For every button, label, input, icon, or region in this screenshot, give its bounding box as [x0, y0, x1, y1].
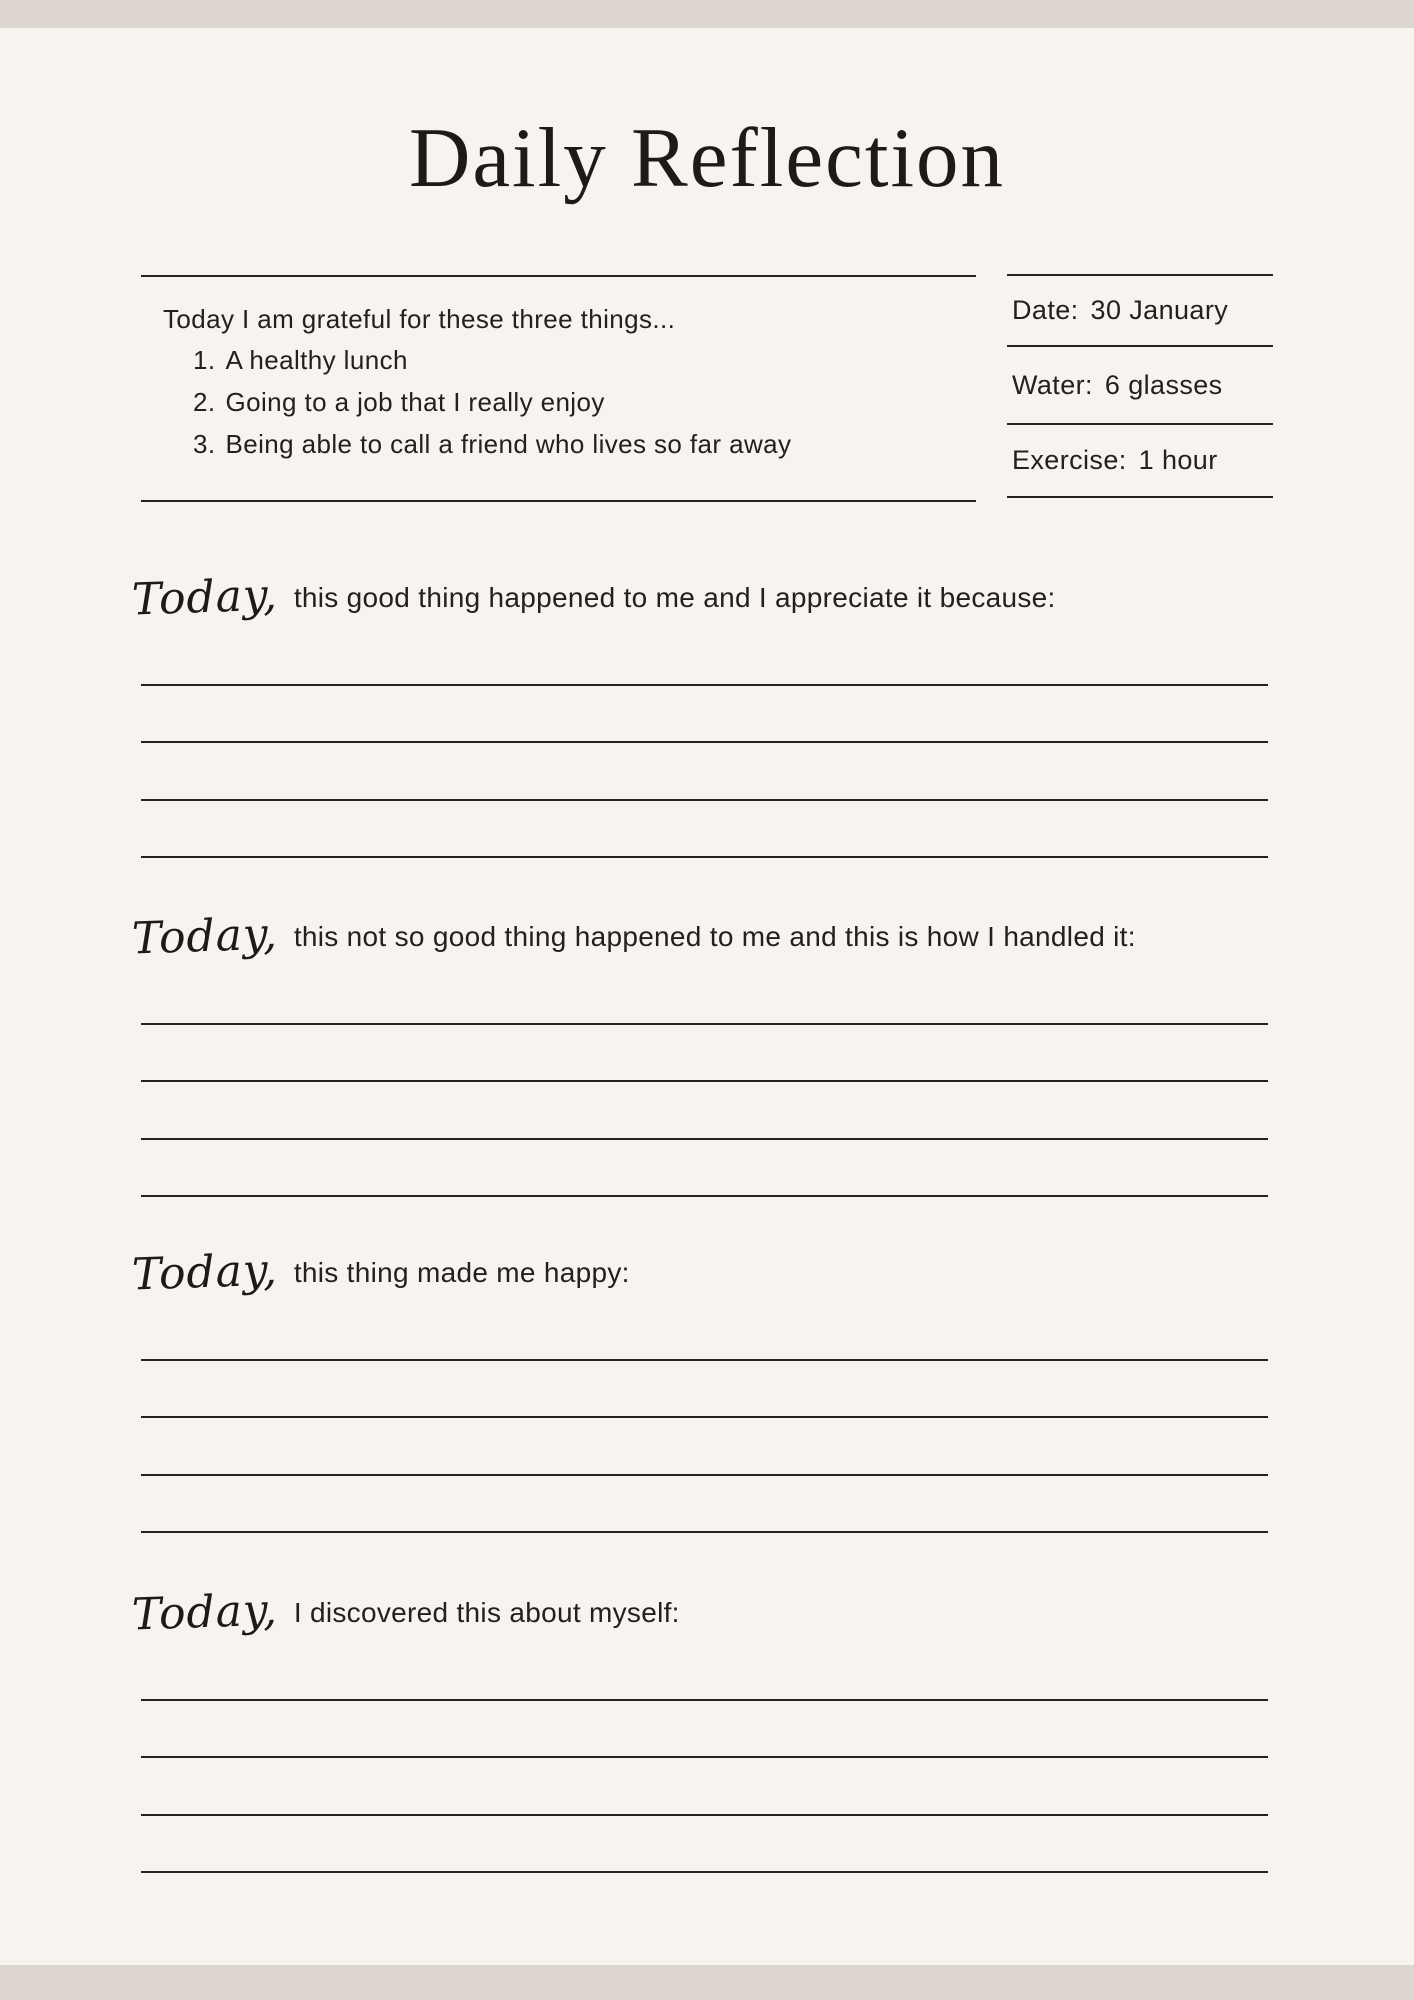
prompt — [132, 568, 1268, 628]
prompt — [132, 907, 1268, 967]
gratitude-box — [141, 275, 976, 502]
tracker-row-water — [1007, 345, 1273, 423]
writing-line — [141, 1758, 1268, 1816]
writing-line — [141, 1082, 1268, 1140]
tracker-row-date — [1007, 274, 1273, 345]
writing-line — [141, 1025, 1268, 1083]
prompt-script-today: Today, — [131, 1244, 279, 1301]
reflection-section-not-so-good-thing — [131, 907, 1268, 1197]
writing-line — [141, 967, 1268, 1025]
exercise-value: 1 hour — [1138, 445, 1218, 475]
prompt-text: I discovered this about myself: — [293, 1597, 680, 1628]
writing-line — [141, 1643, 1268, 1701]
prompt — [132, 1243, 1268, 1303]
bottom-accent-band — [0, 1965, 1414, 2000]
date-value: 30 January — [1090, 295, 1229, 325]
item-text: Going to a job that I really enjoy — [225, 387, 605, 417]
writing-line — [141, 1701, 1268, 1759]
top-accent-band — [0, 0, 1414, 28]
writing-line — [141, 1418, 1268, 1476]
writing-line — [141, 1816, 1268, 1874]
reflection-section-good-thing — [131, 568, 1268, 858]
reflection-section-made-me-happy — [131, 1243, 1268, 1533]
item-number: 3. — [193, 429, 216, 459]
gratitude-item — [193, 381, 976, 423]
date-label: Date: — [1012, 295, 1079, 325]
page-title: Daily Reflection — [408, 111, 1006, 205]
item-number: 1. — [193, 345, 216, 375]
writing-line — [141, 801, 1268, 859]
writing-line — [141, 686, 1268, 744]
prompt-text: this not so good thing happened to me and this is how I handled it: — [293, 921, 1136, 952]
item-text: A healthy lunch — [225, 345, 408, 375]
writing-line — [141, 743, 1268, 801]
daily-tracker — [1007, 274, 1273, 498]
prompt-text: this good thing happened to me and I appreciate it because: — [293, 582, 1056, 613]
writing-line — [141, 1140, 1268, 1198]
gratitude-item — [193, 423, 976, 465]
prompt-script-today: Today, — [131, 1584, 279, 1641]
water-value: 6 glasses — [1104, 369, 1223, 400]
item-number: 2. — [193, 387, 216, 417]
prompt-text: this thing made me happy: — [293, 1257, 630, 1288]
writing-line — [141, 1476, 1268, 1534]
prompt-script-today: Today, — [131, 569, 279, 626]
item-text: Being able to call a friend who lives so far away — [225, 429, 792, 459]
writing-line — [141, 628, 1268, 686]
prompt — [132, 1583, 1268, 1643]
water-label: Water: — [1012, 369, 1093, 400]
writing-line — [141, 1303, 1268, 1361]
exercise-label: Exercise: — [1012, 445, 1127, 475]
tracker-row-exercise — [1007, 423, 1273, 498]
gratitude-heading: Today I am grateful for these three things... — [163, 304, 676, 334]
reflection-section-discovered-about-myself — [131, 1583, 1268, 1873]
writing-line — [141, 1361, 1268, 1419]
gratitude-item — [193, 339, 976, 381]
prompt-script-today: Today, — [131, 908, 279, 965]
gratitude-list — [193, 339, 976, 465]
